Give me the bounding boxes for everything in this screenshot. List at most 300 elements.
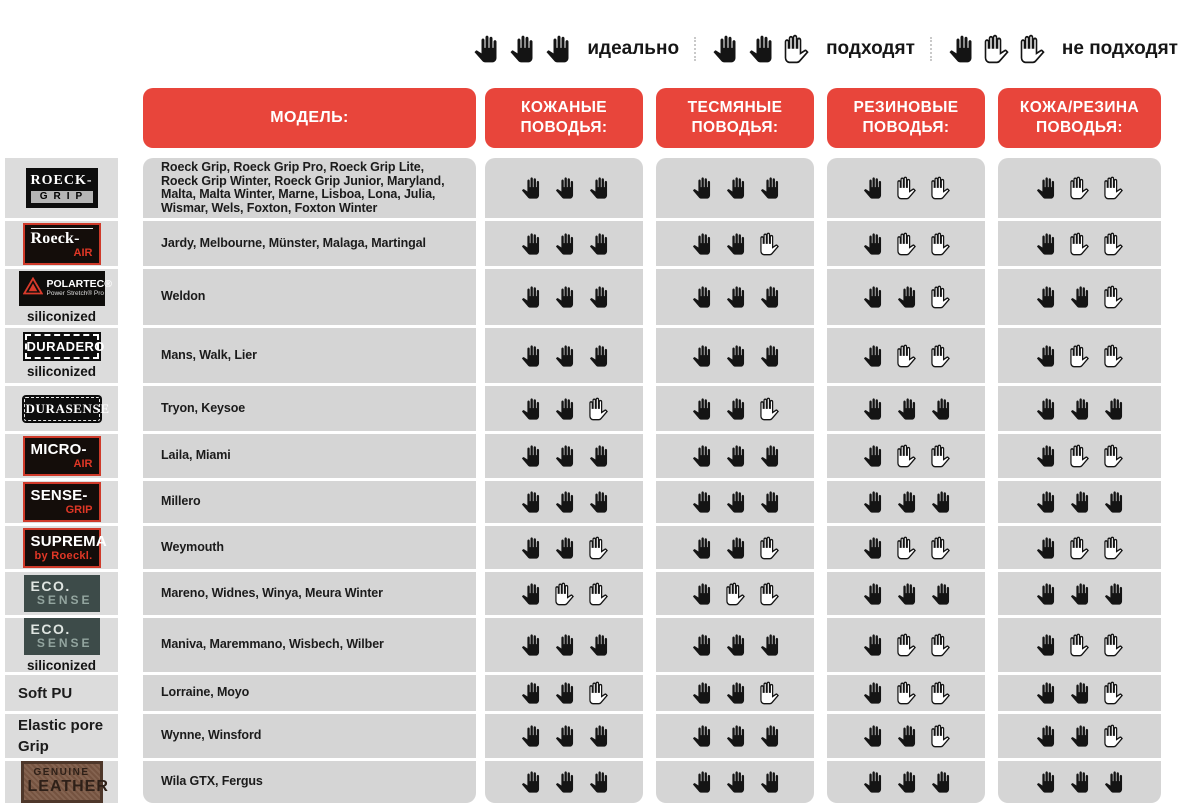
legend-label: не подходят: [1061, 38, 1178, 59]
rating-cell: [998, 386, 1161, 431]
hand-outline-icon: [930, 344, 951, 368]
hand-outline-icon: [588, 582, 609, 606]
hand-filled-icon: [1035, 490, 1056, 514]
hand-filled-icon: [862, 681, 883, 705]
rating-cell: [827, 481, 985, 523]
rating-cell: [485, 221, 643, 266]
hand-filled-icon: [947, 34, 974, 64]
hand-filled-icon: [1069, 397, 1090, 421]
hand-filled-icon: [554, 397, 575, 421]
hand-filled-icon: [691, 681, 712, 705]
material-cell: [5, 269, 118, 325]
rating-cell: [827, 761, 985, 803]
logo-line2: SENSE: [36, 593, 93, 607]
rating-cell: [485, 526, 643, 569]
hand-filled-icon: [930, 490, 951, 514]
models-cell: [143, 269, 476, 325]
hand-filled-icon: [759, 285, 780, 309]
hand-outline-icon: [930, 536, 951, 560]
models-cell: [143, 158, 476, 218]
hand-outline-icon: [930, 444, 951, 468]
hand-filled-icon: [588, 285, 609, 309]
legend-hands: [711, 34, 810, 64]
hand-filled-icon: [1103, 490, 1124, 514]
material-cell: [5, 618, 118, 672]
hand-filled-icon: [1035, 285, 1056, 309]
models-list: Roeck Grip, Roeck Grip Pro, Roeck Grip Lite, Roeck Grip Winter, Roeck Grip Junior, Maryland, Malta, Malta Winter, Marne, Lisboa, Lona, Julia, Wismar, Wels, Foxton, Foxton Winter: [161, 160, 445, 215]
models-cell: [143, 618, 476, 672]
hand-filled-icon: [520, 397, 541, 421]
rating-cell: [827, 221, 985, 266]
hand-filled-icon: [1035, 681, 1056, 705]
hand-filled-icon: [725, 490, 746, 514]
models-cell: [143, 328, 476, 383]
hand-outline-icon: [759, 397, 780, 421]
hand-filled-icon: [862, 397, 883, 421]
hand-filled-icon: [862, 770, 883, 794]
hand-filled-icon: [725, 285, 746, 309]
hand-outline-icon: [930, 176, 951, 200]
hand-filled-icon: [691, 176, 712, 200]
hand-outline-icon: [1103, 536, 1124, 560]
models-list: Jardy, Melbourne, Münster, Malaga, Martingal: [161, 235, 426, 250]
hand-filled-icon: [896, 285, 917, 309]
hand-filled-icon: [862, 444, 883, 468]
header-line2: ПОВОДЬЯ:: [1036, 119, 1123, 136]
compatibility-table: [5, 88, 1161, 803]
header-line1: РЕЗИНОВЫЕ: [853, 99, 959, 116]
logo-line1: POLARTEC®: [46, 277, 112, 290]
legend-hands: [472, 34, 571, 64]
rating-cell: [998, 221, 1161, 266]
column-header-model: МОДЕЛЬ:: [143, 88, 476, 148]
rating-cell: [485, 386, 643, 431]
rating-cell: [656, 158, 814, 218]
hand-filled-icon: [691, 536, 712, 560]
rating-cell: [485, 481, 643, 523]
material-cell: [5, 158, 118, 218]
logo-line1: ROECK-: [30, 173, 93, 188]
rating-cell: [656, 675, 814, 711]
hand-outline-icon: [759, 681, 780, 705]
hand-filled-icon: [691, 724, 712, 748]
legend-label: подходят: [826, 38, 915, 59]
models-list: Wila GTX, Fergus: [161, 774, 263, 789]
logo-suprema: [23, 528, 107, 568]
hand-filled-icon: [1035, 397, 1056, 421]
logo-polartec: [19, 271, 112, 306]
material-cell: [5, 526, 118, 569]
rating-cell: [656, 328, 814, 383]
rating-cell: [998, 328, 1161, 383]
rating-cell: [998, 714, 1161, 758]
logo-eco-sense: [24, 618, 100, 655]
hand-filled-icon: [520, 633, 541, 657]
hand-filled-icon: [1035, 536, 1056, 560]
models-list: Weymouth: [161, 539, 224, 554]
models-list: Millero: [161, 494, 201, 509]
material-cell: [5, 328, 118, 383]
hand-filled-icon: [520, 176, 541, 200]
hand-filled-icon: [1035, 176, 1056, 200]
hand-outline-icon: [1069, 176, 1090, 200]
hand-filled-icon: [588, 232, 609, 256]
hand-filled-icon: [554, 770, 575, 794]
hand-outline-icon: [896, 681, 917, 705]
hand-filled-icon: [508, 34, 535, 64]
header-line2: ПОВОДЬЯ:: [691, 119, 779, 136]
hand-filled-icon: [759, 490, 780, 514]
hand-outline-icon: [588, 681, 609, 705]
hand-filled-icon: [862, 724, 883, 748]
models-cell: [143, 386, 476, 431]
siliconized-label: siliconized: [26, 308, 97, 324]
hand-outline-icon: [896, 176, 917, 200]
rating-cell: [656, 221, 814, 266]
hand-filled-icon: [725, 681, 746, 705]
hand-outline-icon: [588, 536, 609, 560]
hand-filled-icon: [930, 582, 951, 606]
logo-genuine-leather: [21, 761, 109, 803]
hand-filled-icon: [554, 344, 575, 368]
hand-filled-icon: [520, 582, 541, 606]
hand-filled-icon: [896, 582, 917, 606]
header-line1: КОЖАНЫЕ: [520, 99, 608, 116]
logo-line1: GENUINE: [33, 767, 90, 778]
siliconized-label: siliconized: [26, 657, 97, 673]
hand-outline-icon: [1069, 232, 1090, 256]
rating-cell: [998, 618, 1161, 672]
hand-filled-icon: [691, 232, 712, 256]
hand-outline-icon: [896, 344, 917, 368]
column-header-reins-3: [998, 88, 1161, 148]
rating-cell: [998, 675, 1161, 711]
hand-outline-icon: [896, 232, 917, 256]
hand-filled-icon: [554, 490, 575, 514]
hand-filled-icon: [520, 444, 541, 468]
logo-line2: GRIP: [65, 504, 93, 516]
rating-cell: [656, 481, 814, 523]
logo-line2: LEATHER: [27, 778, 109, 795]
hand-filled-icon: [544, 34, 571, 64]
hand-filled-icon: [520, 681, 541, 705]
hand-filled-icon: [896, 490, 917, 514]
hand-filled-icon: [862, 582, 883, 606]
rating-cell: [485, 675, 643, 711]
rating-cell: [485, 434, 643, 478]
hand-filled-icon: [1035, 582, 1056, 606]
rating-cell: [827, 158, 985, 218]
material-cell: [5, 761, 118, 803]
models-cell: [143, 221, 476, 266]
material-cell: [5, 221, 118, 266]
models-list: Laila, Miami: [161, 448, 231, 463]
hand-outline-icon: [783, 34, 810, 64]
rating-cell: [827, 269, 985, 325]
logo-roeck-grip: [26, 168, 98, 208]
material-cell: [5, 714, 118, 758]
hand-filled-icon: [588, 444, 609, 468]
models-cell: [143, 714, 476, 758]
hand-outline-icon: [759, 582, 780, 606]
hand-filled-icon: [691, 285, 712, 309]
hand-filled-icon: [691, 633, 712, 657]
hand-outline-icon: [930, 633, 951, 657]
rating-cell: [485, 714, 643, 758]
hand-outline-icon: [588, 397, 609, 421]
models-list: Mareno, Widnes, Winya, Meura Winter: [161, 585, 383, 600]
hand-filled-icon: [862, 285, 883, 309]
hand-filled-icon: [711, 34, 738, 64]
logo-line2: GRIP: [31, 191, 93, 203]
hand-filled-icon: [1069, 681, 1090, 705]
hand-filled-icon: [930, 397, 951, 421]
material-cell: [5, 481, 118, 523]
legend-divider: [694, 37, 696, 61]
hand-filled-icon: [1035, 344, 1056, 368]
rating-cell: [827, 618, 985, 672]
rating-cell: [998, 269, 1161, 325]
hand-filled-icon: [896, 397, 917, 421]
rating-cell: [485, 158, 643, 218]
hand-filled-icon: [691, 490, 712, 514]
hand-filled-icon: [554, 724, 575, 748]
rating-cell: [656, 572, 814, 615]
hand-filled-icon: [691, 582, 712, 606]
logo-line2: AIR: [73, 246, 93, 259]
logo-roeck-air: [23, 223, 101, 265]
hand-filled-icon: [862, 176, 883, 200]
hand-filled-icon: [1069, 285, 1090, 309]
hand-filled-icon: [725, 724, 746, 748]
hand-filled-icon: [520, 344, 541, 368]
header-line1: ТЕСМЯНЫЕ: [687, 99, 783, 116]
hand-outline-icon: [896, 444, 917, 468]
hand-outline-icon: [1069, 444, 1090, 468]
logo-line2: SENSE: [36, 635, 93, 650]
rating-cell: [656, 386, 814, 431]
legend-item: [472, 34, 679, 64]
hand-outline-icon: [1069, 633, 1090, 657]
rating-cell: [656, 526, 814, 569]
hand-filled-icon: [588, 724, 609, 748]
hand-outline-icon: [1103, 633, 1124, 657]
hand-filled-icon: [1103, 770, 1124, 794]
logo-line1: MICRO-: [30, 441, 87, 458]
hand-filled-icon: [725, 770, 746, 794]
hand-filled-icon: [520, 490, 541, 514]
header-line2: ПОВОДЬЯ:: [520, 119, 608, 136]
models-cell: [143, 434, 476, 478]
hand-outline-icon: [1103, 444, 1124, 468]
rating-cell: [827, 386, 985, 431]
hand-filled-icon: [759, 724, 780, 748]
hand-outline-icon: [1103, 681, 1124, 705]
header-line1: КОЖА/РЕЗИНА: [1019, 99, 1140, 116]
hand-filled-icon: [862, 536, 883, 560]
hand-filled-icon: [759, 444, 780, 468]
hand-outline-icon: [1103, 344, 1124, 368]
hand-filled-icon: [472, 34, 499, 64]
rating-cell: [485, 328, 643, 383]
hand-filled-icon: [1103, 582, 1124, 606]
models-list: Maniva, Maremmano, Wisbech, Wilber: [161, 637, 384, 652]
hand-outline-icon: [1103, 724, 1124, 748]
models-cell: [143, 675, 476, 711]
hand-outline-icon: [1069, 344, 1090, 368]
hand-filled-icon: [747, 34, 774, 64]
hand-outline-icon: [930, 285, 951, 309]
rating-cell: [998, 158, 1161, 218]
hand-filled-icon: [588, 770, 609, 794]
material-cell: [5, 675, 118, 711]
hand-filled-icon: [1103, 397, 1124, 421]
logo-line1: Roeck-: [31, 228, 93, 247]
hand-filled-icon: [520, 232, 541, 256]
hand-filled-icon: [520, 285, 541, 309]
logo-duradero: DURADERO: [23, 332, 101, 361]
legend-item: [711, 34, 915, 64]
column-header-reins-1: [656, 88, 814, 148]
material-label: Soft PU: [18, 684, 73, 702]
hand-outline-icon: [1069, 536, 1090, 560]
logo-line2: AIR: [73, 458, 93, 470]
hand-filled-icon: [691, 344, 712, 368]
hand-filled-icon: [691, 444, 712, 468]
hand-outline-icon: [1103, 232, 1124, 256]
material-label: Elastic pore Grip: [18, 717, 104, 755]
material-cell: [5, 572, 118, 615]
hand-filled-icon: [520, 536, 541, 560]
material-cell: [5, 386, 118, 431]
hand-outline-icon: [1019, 34, 1046, 64]
hand-filled-icon: [725, 444, 746, 468]
rating-cell: [656, 761, 814, 803]
hand-filled-icon: [691, 397, 712, 421]
header-line2: ПОВОДЬЯ:: [862, 119, 950, 136]
logo-line2: Power Stretch® Pro: [46, 289, 105, 297]
models-cell: [143, 761, 476, 803]
hand-filled-icon: [862, 490, 883, 514]
hand-filled-icon: [725, 232, 746, 256]
hand-filled-icon: [725, 344, 746, 368]
logo-micro-air: [23, 436, 101, 476]
rating-cell: [485, 572, 643, 615]
models-list: Tryon, Keysoe: [161, 400, 246, 415]
rating-cell: [827, 675, 985, 711]
hand-filled-icon: [862, 344, 883, 368]
rating-cell: [656, 434, 814, 478]
hand-filled-icon: [725, 633, 746, 657]
models-list: Mans, Walk, Lier: [161, 347, 257, 362]
logo-line1: ECO.: [30, 620, 71, 637]
hand-filled-icon: [1035, 232, 1056, 256]
hand-filled-icon: [691, 770, 712, 794]
hand-filled-icon: [588, 633, 609, 657]
hand-outline-icon: [554, 582, 575, 606]
rating-cell: [827, 526, 985, 569]
hand-filled-icon: [588, 176, 609, 200]
hand-outline-icon: [930, 724, 951, 748]
models-list: Weldon: [161, 289, 206, 304]
logo-line1: SUPREMA: [30, 532, 107, 550]
rating-cell: [998, 761, 1161, 803]
polartec-text: [47, 279, 113, 298]
models-cell: [143, 526, 476, 569]
hand-filled-icon: [1069, 724, 1090, 748]
column-header-reins-0: [485, 88, 643, 148]
rating-cell: [827, 434, 985, 478]
models-list: Lorraine, Moyo: [161, 685, 250, 700]
rating-cell: [827, 572, 985, 615]
hand-filled-icon: [930, 770, 951, 794]
hand-filled-icon: [554, 285, 575, 309]
hand-filled-icon: [554, 536, 575, 560]
hand-filled-icon: [588, 490, 609, 514]
legend-divider: [930, 37, 932, 61]
logo-eco-sense: [24, 575, 100, 612]
hand-filled-icon: [520, 724, 541, 748]
hand-filled-icon: [520, 770, 541, 794]
hand-filled-icon: [1069, 770, 1090, 794]
polartec-triangle-icon: [23, 277, 43, 300]
rating-cell: [998, 434, 1161, 478]
hand-outline-icon: [983, 34, 1010, 64]
logo-line2: by Roeckl.: [34, 549, 93, 562]
legend-label: идеально: [587, 38, 680, 59]
legend: [472, 34, 1178, 64]
hand-filled-icon: [896, 770, 917, 794]
rating-cell: [998, 481, 1161, 523]
hand-filled-icon: [1035, 444, 1056, 468]
hand-outline-icon: [759, 536, 780, 560]
hand-filled-icon: [759, 633, 780, 657]
hand-outline-icon: [896, 633, 917, 657]
rating-cell: [656, 618, 814, 672]
models-list: Wynne, Winsford: [161, 728, 262, 743]
rating-cell: [485, 618, 643, 672]
material-cell: [5, 434, 118, 478]
hand-outline-icon: [725, 582, 746, 606]
hand-outline-icon: [759, 232, 780, 256]
logo-line1: ECO.: [30, 578, 71, 594]
hand-filled-icon: [554, 232, 575, 256]
hand-filled-icon: [759, 344, 780, 368]
hand-outline-icon: [1103, 285, 1124, 309]
logo-durasense: DURASENSE: [22, 395, 102, 423]
hand-filled-icon: [1035, 724, 1056, 748]
logo-line1: SENSE-: [30, 487, 88, 504]
hand-filled-icon: [725, 397, 746, 421]
rating-cell: [485, 761, 643, 803]
rating-cell: [656, 269, 814, 325]
siliconized-label: siliconized: [26, 364, 97, 379]
rating-cell: [827, 328, 985, 383]
hand-filled-icon: [896, 724, 917, 748]
rating-cell: [998, 526, 1161, 569]
hand-outline-icon: [930, 681, 951, 705]
rating-cell: [485, 269, 643, 325]
logo-sense-grip: [23, 482, 101, 522]
hand-filled-icon: [1069, 582, 1090, 606]
hand-outline-icon: [896, 536, 917, 560]
models-cell: [143, 481, 476, 523]
hand-filled-icon: [725, 536, 746, 560]
hand-filled-icon: [554, 176, 575, 200]
hand-filled-icon: [862, 232, 883, 256]
models-cell: [143, 572, 476, 615]
hand-filled-icon: [1035, 633, 1056, 657]
